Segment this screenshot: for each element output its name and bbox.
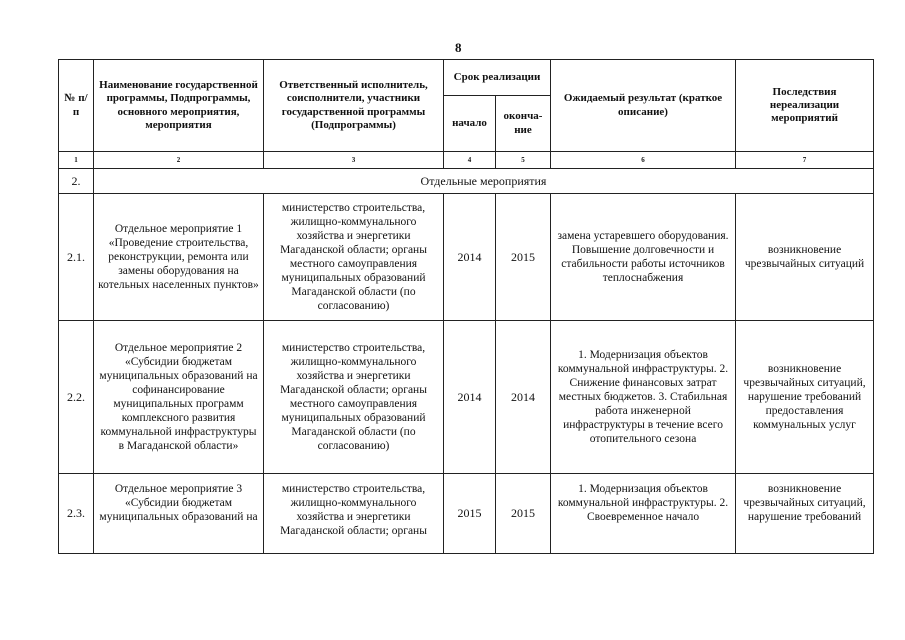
- header-name: Наименование государственной программы, Подпрограммы, основного мероприятия, мероприятия: [94, 60, 264, 152]
- row-result: замена устаревшего оборудования. Повышение долговечности и стабильности работы источников теплоснабжения: [551, 194, 736, 321]
- column-number: 4: [444, 152, 496, 169]
- row-executor: министерство строительства, жилищно-коммунального хозяйства и энергетики Магаданской области; органы: [264, 474, 444, 554]
- row-number: 2.1.: [59, 194, 94, 321]
- column-number: 5: [496, 152, 551, 169]
- row-name: Отдельное мероприятие 2 «Субсидии бюджетам муниципальных образований на софинансирование муниципальных программ комплексного развития коммунальной инфраструктуры в Магаданской области»: [94, 321, 264, 474]
- column-number: 6: [551, 152, 736, 169]
- column-number: 1: [59, 152, 94, 169]
- header-num: № п/п: [59, 60, 94, 152]
- section-number: 2.: [59, 169, 94, 194]
- column-number: 3: [264, 152, 444, 169]
- header-end: оконча-ние: [496, 96, 551, 152]
- column-number: 2: [94, 152, 264, 169]
- row-consequences: возникновение чрезвычайных ситуаций: [736, 194, 874, 321]
- row-start: 2014: [444, 194, 496, 321]
- section-row: [59, 169, 874, 194]
- table-header: [59, 60, 874, 169]
- row-executor: министерство строительства, жилищно-коммунального хозяйства и энергетики Магаданской области; органы местного самоуправления муниципальных образований Магаданской области (по согласованию): [264, 194, 444, 321]
- table-row: [59, 321, 874, 474]
- table-row: [59, 194, 874, 321]
- column-numbers-row: [59, 152, 874, 169]
- row-number: 2.3.: [59, 474, 94, 554]
- header-executor: Ответственный исполнитель, соисполнители, участники государственной программы (Подпрограммы): [264, 60, 444, 152]
- program-table: [58, 59, 874, 554]
- section-title: Отдельные мероприятия: [94, 169, 874, 194]
- table-row: [59, 474, 874, 554]
- row-consequences: возникновение чрезвычайных ситуаций, нарушение требований: [736, 474, 874, 554]
- row-number: 2.2.: [59, 321, 94, 474]
- row-end: 2015: [496, 194, 551, 321]
- row-name: Отдельное мероприятие 3 «Субсидии бюджетам муниципальных образований на: [94, 474, 264, 554]
- row-executor: министерство строительства, жилищно-коммунального хозяйства и энергетики Магаданской области; органы местного самоуправления муниципальных образований Магаданской области (по согласованию): [264, 321, 444, 474]
- header-term: Срок реализации: [444, 60, 551, 96]
- row-consequences: возникновение чрезвычайных ситуаций, нарушение требований предоставления коммунальных услуг: [736, 321, 874, 474]
- column-number: 7: [736, 152, 874, 169]
- row-result: 1. Модернизация объектов коммунальной инфраструктуры. 2. Своевременное начало: [551, 474, 736, 554]
- row-result: 1. Модернизация объектов коммунальной инфраструктуры. 2. Снижение финансовых затрат местных бюджетов. 3. Стабильная работа инженерной инфраструктуры в течение всего отопительного сезона: [551, 321, 736, 474]
- header-consequences: Последствия нереализации мероприятий: [736, 60, 874, 152]
- row-end: 2015: [496, 474, 551, 554]
- header-result: Ожидаемый результат (краткое описание): [551, 60, 736, 152]
- row-start: 2015: [444, 474, 496, 554]
- row-end: 2014: [496, 321, 551, 474]
- row-start: 2014: [444, 321, 496, 474]
- row-name: Отдельное мероприятие 1 «Проведение строительства, реконструкции, ремонта или замены оборудования на котельных населенных пунктов»: [94, 194, 264, 321]
- page-number: 8: [455, 40, 462, 55]
- header-start: начало: [444, 96, 496, 152]
